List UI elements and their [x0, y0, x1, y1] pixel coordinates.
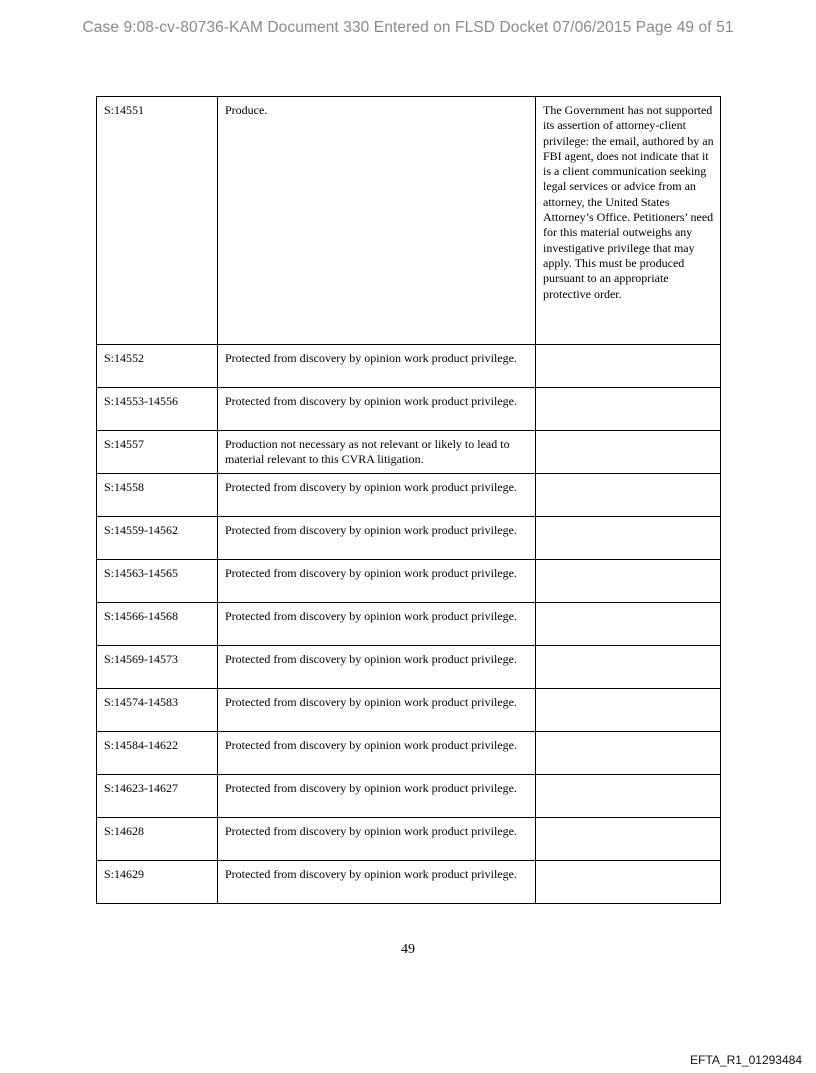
note-cell: [536, 646, 721, 689]
ruling-cell: Protected from discovery by opinion work product privilege.: [218, 775, 536, 818]
bates-cell: S:14552: [97, 345, 218, 388]
table-row: [97, 732, 721, 775]
ruling-cell: Protected from discovery by opinion work product privilege.: [218, 517, 536, 560]
note-cell: The Government has not supported its assertion of attorney-client privilege: the email, authored by an FBI agent, does not indicate that it is a client communication seeking legal services or advice from an attorney, the United States Attorney’s Office. Petitioners’ need for this material outweighs any investigative privilege that may apply. This must be produced pursuant to an appropriate protective order.: [536, 97, 721, 345]
ruling-cell: Protected from discovery by opinion work product privilege.: [218, 560, 536, 603]
bates-cell: S:14574-14583: [97, 689, 218, 732]
table-row: [97, 388, 721, 431]
note-cell: [536, 689, 721, 732]
ruling-cell: Protected from discovery by opinion work product privilege.: [218, 474, 536, 517]
bates-cell: S:14557: [97, 431, 218, 474]
bates-cell: S:14551: [97, 97, 218, 345]
bates-cell: S:14629: [97, 861, 218, 904]
note-cell: [536, 775, 721, 818]
ruling-cell: Protected from discovery by opinion work product privilege.: [218, 603, 536, 646]
note-cell: [536, 345, 721, 388]
table-row: [97, 97, 721, 345]
note-cell: [536, 431, 721, 474]
ruling-cell: Protected from discovery by opinion work product privilege.: [218, 345, 536, 388]
note-cell: [536, 861, 721, 904]
ruling-cell: Protected from discovery by opinion work product privilege.: [218, 861, 536, 904]
bates-cell: S:14569-14573: [97, 646, 218, 689]
case-header: Case 9:08-cv-80736-KAM Document 330 Entered on FLSD Docket 07/06/2015 Page 49 of 51: [82, 19, 734, 36]
privilege-log-table: [96, 96, 721, 904]
table-row: [97, 517, 721, 560]
bates-cell: S:14623-14627: [97, 775, 218, 818]
ruling-cell: Produce.: [218, 97, 536, 345]
table-row: [97, 689, 721, 732]
bates-cell: S:14563-14565: [97, 560, 218, 603]
ruling-cell: Protected from discovery by opinion work product privilege.: [218, 689, 536, 732]
table-row: [97, 861, 721, 904]
note-cell: [536, 474, 721, 517]
ruling-cell: Protected from discovery by opinion work product privilege.: [218, 646, 536, 689]
table-row: [97, 603, 721, 646]
note-cell: [536, 732, 721, 775]
note-cell: [536, 517, 721, 560]
bates-cell: S:14584-14622: [97, 732, 218, 775]
bates-stamp: EFTA_R1_01293484: [690, 1053, 802, 1067]
ruling-cell: Protected from discovery by opinion work product privilege.: [218, 732, 536, 775]
ruling-cell: Protected from discovery by opinion work product privilege.: [218, 818, 536, 861]
bates-cell: S:14553-14556: [97, 388, 218, 431]
table-row: [97, 431, 721, 474]
table-row: [97, 560, 721, 603]
note-cell: [536, 388, 721, 431]
ruling-cell: Protected from discovery by opinion work product privilege.: [218, 388, 536, 431]
note-cell: [536, 560, 721, 603]
bates-cell: S:14628: [97, 818, 218, 861]
table-row: [97, 775, 721, 818]
bates-cell: S:14559-14562: [97, 517, 218, 560]
bates-cell: S:14558: [97, 474, 218, 517]
ruling-cell: Production not necessary as not relevant or likely to lead to material relevant to this CVRA litigation.: [218, 431, 536, 474]
table-row: [97, 474, 721, 517]
note-cell: [536, 603, 721, 646]
note-cell: [536, 818, 721, 861]
table-row: [97, 646, 721, 689]
table-row: [97, 345, 721, 388]
page-number: 49: [401, 942, 415, 957]
table-row: [97, 818, 721, 861]
bates-cell: S:14566-14568: [97, 603, 218, 646]
